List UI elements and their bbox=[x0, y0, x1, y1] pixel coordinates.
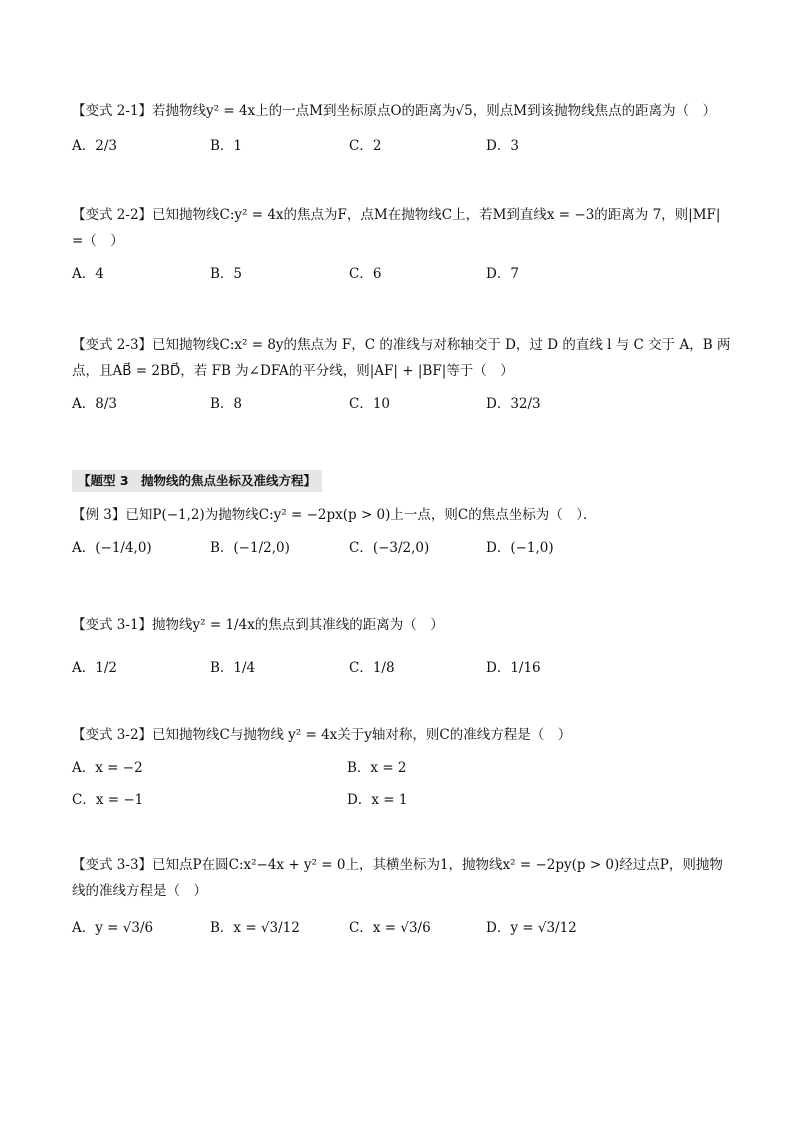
option-c[interactable]: C．x = −1 bbox=[72, 792, 144, 808]
option-c[interactable]: C．(−3/2,0) bbox=[349, 540, 430, 556]
option-c[interactable]: C．1/8 bbox=[349, 660, 395, 676]
option-d[interactable]: D．y = √3/12 bbox=[486, 920, 577, 936]
option-b[interactable]: B．1/4 bbox=[210, 660, 256, 676]
options-row bbox=[72, 656, 732, 680]
option-c[interactable]: C．2 bbox=[349, 138, 382, 154]
question-stem: 【变式 2-1】若抛物线y² = 4x上的一点M到坐标原点O的距离为√5，则点M到该抛物线焦点的距离为（ ） bbox=[72, 103, 717, 119]
question-2-3 bbox=[72, 332, 732, 416]
question-3-2 bbox=[72, 722, 732, 818]
option-b[interactable]: B．x = √3/12 bbox=[210, 920, 300, 936]
option-a[interactable]: A．(−1/4,0) bbox=[72, 540, 152, 556]
option-a[interactable]: A．x = −2 bbox=[72, 760, 143, 776]
option-d[interactable]: D．1/16 bbox=[486, 660, 541, 676]
option-b[interactable]: B．8 bbox=[210, 396, 243, 412]
options-row bbox=[72, 392, 732, 416]
question-3-1 bbox=[72, 612, 732, 680]
option-a[interactable]: A．8/3 bbox=[72, 396, 117, 412]
option-d[interactable]: D．32/3 bbox=[486, 396, 541, 412]
question-stem: 【变式 3-3】已知点P在圆C:x²−4x + y² = 0上，其横坐标为1，抛物线x² = −2py(p > 0)经过点P，则抛物线的准线方程是（ ） bbox=[72, 857, 723, 899]
question-stem: 【变式 2-3】已知抛物线C:x² = 8y的焦点为 F，C 的准线与对称轴交于 D，过 D 的直线 l 与 C 交于 A，B 两点，且AB⃗ = 2BD⃗，若 FB 为∠DFA的平分线，则|AF| + |BF|等于（ ） bbox=[72, 337, 731, 379]
options-grid bbox=[72, 756, 732, 818]
options-row bbox=[72, 916, 732, 940]
options-row bbox=[72, 134, 732, 158]
option-b[interactable]: B．x = 2 bbox=[347, 760, 407, 776]
option-a[interactable]: A．y = √3/6 bbox=[72, 920, 154, 936]
question-stem: 【变式 2-2】已知抛物线C:y² = 4x的焦点为F，点M在抛物线C上，若M到直线x = −3的距离为 7，则|MF| =（ ） bbox=[72, 207, 721, 249]
option-a[interactable]: A．4 bbox=[72, 266, 104, 282]
section-title: 【题型 3 抛物线的焦点坐标及准线方程】 bbox=[72, 470, 322, 492]
example-3 bbox=[72, 502, 732, 560]
option-a[interactable]: A．1/2 bbox=[72, 660, 117, 676]
option-c[interactable]: C．10 bbox=[349, 396, 391, 412]
option-b[interactable]: B．(−1/2,0) bbox=[210, 540, 290, 556]
option-d[interactable]: D．x = 1 bbox=[347, 792, 408, 808]
option-c[interactable]: C．6 bbox=[349, 266, 382, 282]
option-b[interactable]: B．5 bbox=[210, 266, 243, 282]
question-3-3 bbox=[72, 852, 732, 940]
question-stem: 【变式 3-2】已知抛物线C与抛物线 y² = 4x关于y轴对称，则C的准线方程是（ ） bbox=[72, 727, 572, 743]
option-d[interactable]: D．3 bbox=[486, 138, 519, 154]
option-d[interactable]: D．7 bbox=[486, 266, 519, 282]
question-2-1 bbox=[72, 98, 732, 158]
option-a[interactable]: A．2/3 bbox=[72, 138, 117, 154]
options-row bbox=[72, 262, 732, 286]
option-d[interactable]: D．(−1,0) bbox=[486, 540, 554, 556]
question-stem: 【变式 3-1】抛物线y² = 1/4x的焦点到其准线的距离为（ ） bbox=[72, 617, 444, 633]
option-c[interactable]: C．x = √3/6 bbox=[349, 920, 431, 936]
options-row bbox=[72, 536, 732, 560]
question-stem: 【例 3】已知P(−1,2)为抛物线C:y² = −2px(p > 0)上一点，则C的焦点坐标为（ ）． bbox=[72, 507, 597, 523]
option-b[interactable]: B．1 bbox=[210, 138, 243, 154]
question-2-2 bbox=[72, 202, 732, 286]
